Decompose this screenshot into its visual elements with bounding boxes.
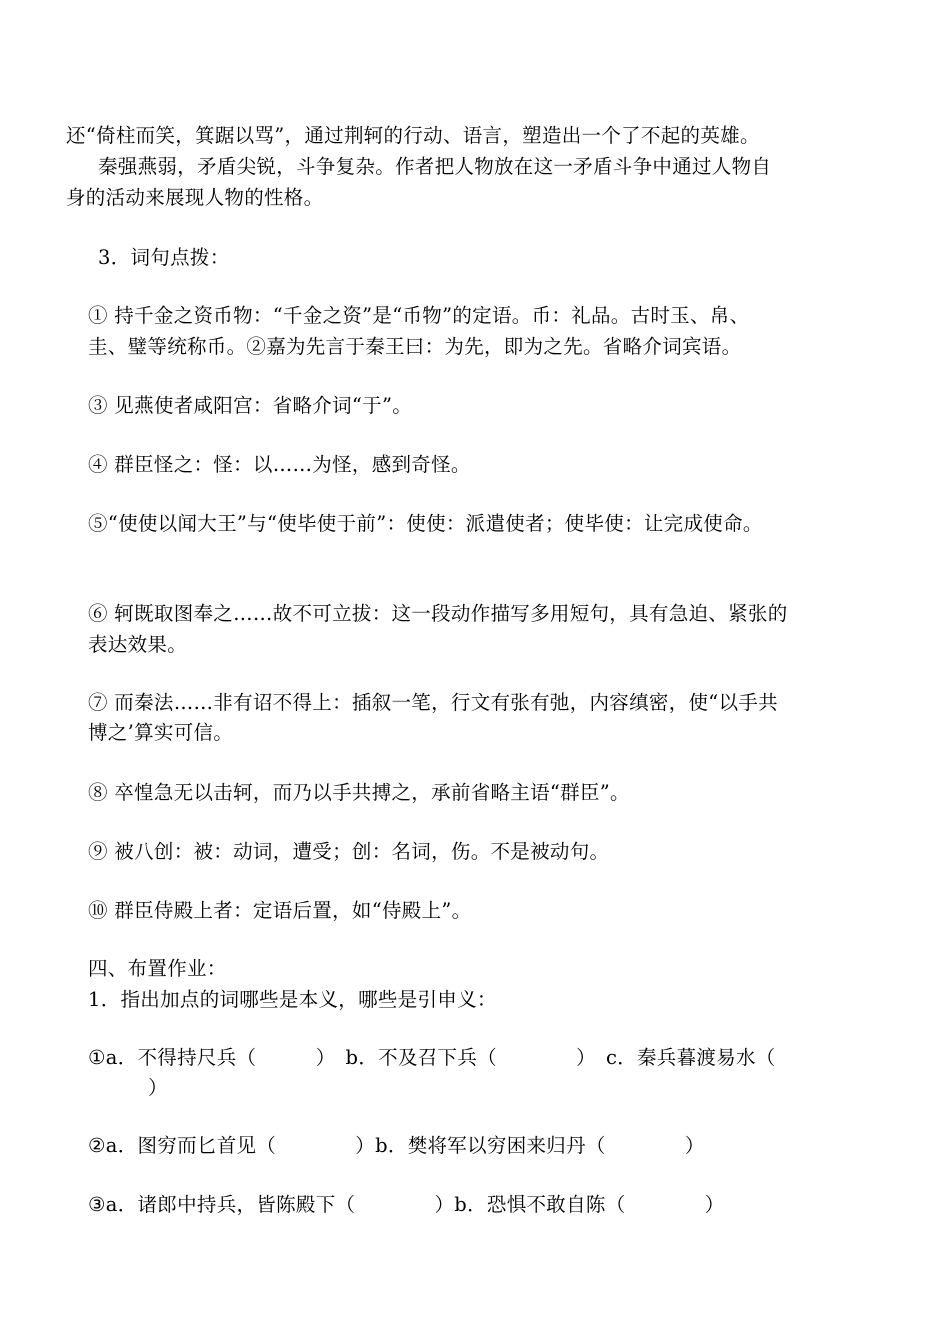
exercise-item: ③a．诸郎中持兵，皆陈殿下（ ）b．恐惧不敢自陈（ ） <box>88 1193 725 1216</box>
paragraph-line: 身的活动来展现人物的性格。 <box>66 186 324 209</box>
note-item: ⑥ 轲既取图奉之……故不可立拔：这一段动作描写多用短句，具有急迫、紧张的 <box>88 602 788 625</box>
note-item: ⑦ 而秦法……非有诏不得上：插叙一笔，行文有张有弛，内容缜密，使“以手共 <box>88 691 778 714</box>
note-item: ⑤“使使以闻大王”与“使毕使于前”：使使：派遣使者；使毕使：让完成使命。 <box>88 512 763 535</box>
section-heading: 3．词句点拨： <box>98 246 230 269</box>
note-item-continued: 圭、璧等统称币。②嘉为先言于秦王曰：为先，即为之先。省略介词宾语。 <box>88 335 742 358</box>
exercise-item: ①a．不得持尺兵（ ） b．不及召下兵（ ） c．秦兵暮渡易水（ <box>88 1046 776 1069</box>
homework-heading: 四、布置作业： <box>88 957 227 980</box>
note-item: ⑧ 卒惶急无以击轲，而乃以手共搏之，承前省略主语“群臣”。 <box>88 781 630 804</box>
note-item: ⑨ 被八创：被：动词，遭受；创：名词，伤。不是被动句。 <box>88 840 610 863</box>
homework-question: 1．指出加点的词哪些是本义，哪些是引申义： <box>88 988 497 1011</box>
exercise-item: ②a．图穷而匕首见（ ）b．樊将军以穷困来归丹（ ） <box>88 1134 705 1157</box>
note-item-continued: 表达效果。 <box>88 633 188 656</box>
paragraph-line: 还“倚柱而笑，箕踞以骂”，通过荆轲的行动、语言，塑造出一个了不起的英雄。 <box>66 124 760 147</box>
note-item: ④ 群臣怪之：怪：以……为怪，感到奇怪。 <box>88 453 471 476</box>
note-item-continued: 博之’算实可信。 <box>88 721 234 744</box>
paragraph-line: 秦强燕弱，矛盾尖锐，斗争复杂。作者把人物放在这一矛盾斗争中通过人物自 <box>98 155 772 178</box>
note-item: ① 持千金之资币物：“千金之资”是“币物”的定语。币：礼品。古时玉、帛、 <box>88 304 750 327</box>
exercise-item-continued: ） <box>148 1076 168 1099</box>
note-item: ⑩ 群臣侍殿上者：定语后置，如“侍殿上”。 <box>88 899 472 922</box>
note-item: ③ 见燕使者咸阳宫：省略介词“于”。 <box>88 394 413 417</box>
